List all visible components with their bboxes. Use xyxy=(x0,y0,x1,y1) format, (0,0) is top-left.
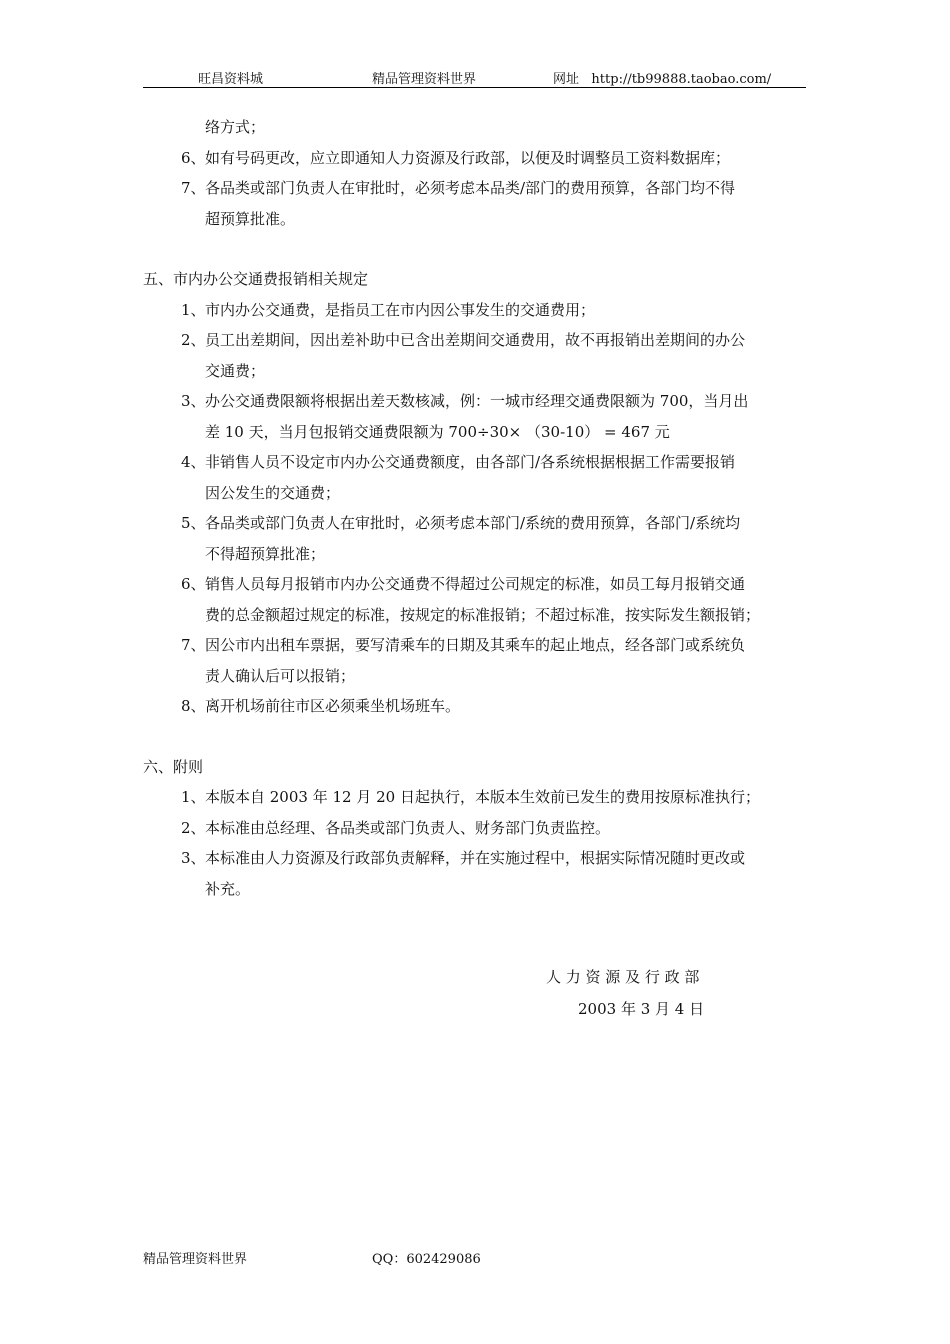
item-number: 5、 xyxy=(181,514,206,532)
list-item xyxy=(143,630,810,661)
item-text-continued: 超预算批准。 xyxy=(205,209,296,228)
item-text: 员工出差期间，因出差补助中已含出差期间交通费用，故不再报销出差期间的办公 xyxy=(205,331,746,349)
signature-date: 2003 年 3 月 4 日 xyxy=(578,1000,705,1018)
item-text-continued: 不得超预算批准； xyxy=(205,544,326,563)
list-item xyxy=(143,782,810,813)
item-text: 办公交通费限额将根据出差天数核减，例：一城市经理交通费限额为 700，当月出 xyxy=(205,392,749,410)
list-item xyxy=(143,843,810,874)
item-number: 2、 xyxy=(181,331,206,349)
item-number: 1、 xyxy=(181,788,206,806)
document-body xyxy=(143,112,810,904)
header-divider xyxy=(143,87,806,88)
footer-left: 精品管理资料世界 xyxy=(143,1252,248,1267)
item-number: 3、 xyxy=(181,392,206,410)
header-center: 精品管理资料世界 xyxy=(372,72,477,87)
item-number: 7、 xyxy=(181,636,206,654)
item-text: 本版本自 2003 年 12 月 20 日起执行，本版本生效前已发生的费用按原标准执行； xyxy=(205,788,760,806)
item-number: 2、 xyxy=(181,818,206,837)
item-number: 1、 xyxy=(181,300,206,319)
item-number: 3、 xyxy=(181,849,206,867)
header-left: 旺昌资料城 xyxy=(198,72,264,87)
header-url-link[interactable]: http://tb99888.taobao.com/ xyxy=(591,72,772,87)
list-item xyxy=(143,325,810,356)
item-text-continued: 因公发生的交通费； xyxy=(205,483,341,502)
item-text-continued: 差 10 天，当月包报销交通费限额为 700÷30× （30-10） = 467 元 xyxy=(205,422,670,441)
list-item xyxy=(143,508,810,539)
list-item xyxy=(143,569,810,600)
header-url-label: 网址 xyxy=(553,72,580,87)
item-text: 各品类或部门负责人在审批时，必须考虑本品类/部门的费用预算，各部门均不得 xyxy=(205,179,736,197)
section-title: 六、附则 xyxy=(143,757,204,776)
item-text: 本标准由总经理、各品类或部门负责人、财务部门负责监控。 xyxy=(205,818,611,837)
list-item xyxy=(143,813,810,844)
item-text-continued: 责人确认后可以报销； xyxy=(205,666,356,685)
item-number: 6、 xyxy=(181,148,206,167)
item-text: 因公市内出租车票据，要写清乘车的日期及其乘车的起止地点，经各部门或系统负 xyxy=(205,636,746,654)
item-text: 离开机场前往市区必须乘坐机场班车。 xyxy=(205,697,461,715)
signature-department: 人 力 资 源 及 行 政 部 xyxy=(546,968,700,986)
list-item xyxy=(143,143,810,174)
item-text: 非销售人员不设定市内办公交通费额度，由各部门/各系统根据根据工作需要报销 xyxy=(205,453,736,471)
item-text-continued: 补充。 xyxy=(205,879,251,898)
item-text: 销售人员每月报销市内办公交通费不得超过公司规定的标准，如员工每月报销交通 xyxy=(205,575,746,593)
list-item xyxy=(143,691,810,722)
item-number: 4、 xyxy=(181,453,206,471)
list-item xyxy=(143,386,810,417)
continuation-tail: 络方式； xyxy=(205,118,266,136)
header-url xyxy=(553,68,771,87)
list-item xyxy=(143,447,810,478)
list-item xyxy=(143,295,810,326)
item-text: 各品类或部门负责人在审批时，必须考虑本部门/系统的费用预算，各部门/系统均 xyxy=(205,514,741,532)
item-text-continued: 交通费； xyxy=(205,361,266,380)
item-number: 6、 xyxy=(181,575,206,593)
item-number: 7、 xyxy=(181,179,206,197)
section-title: 五、市内办公交通费报销相关规定 xyxy=(143,270,369,288)
footer-qq: QQ：602429086 xyxy=(372,1252,481,1267)
item-text: 市内办公交通费，是指员工在市内因公事发生的交通费用； xyxy=(205,300,596,319)
item-text-continued: 费的总金额超过规定的标准，按规定的标准报销；不超过标准，按实际发生额报销； xyxy=(205,605,761,624)
item-number: 8、 xyxy=(181,697,206,715)
item-text: 本标准由人力资源及行政部负责解释，并在实施过程中，根据实际情况随时更改或 xyxy=(205,849,746,867)
list-item xyxy=(143,173,810,204)
item-text: 如有号码更改，应立即通知人力资源及行政部，以便及时调整员工资料数据库； xyxy=(205,148,731,167)
